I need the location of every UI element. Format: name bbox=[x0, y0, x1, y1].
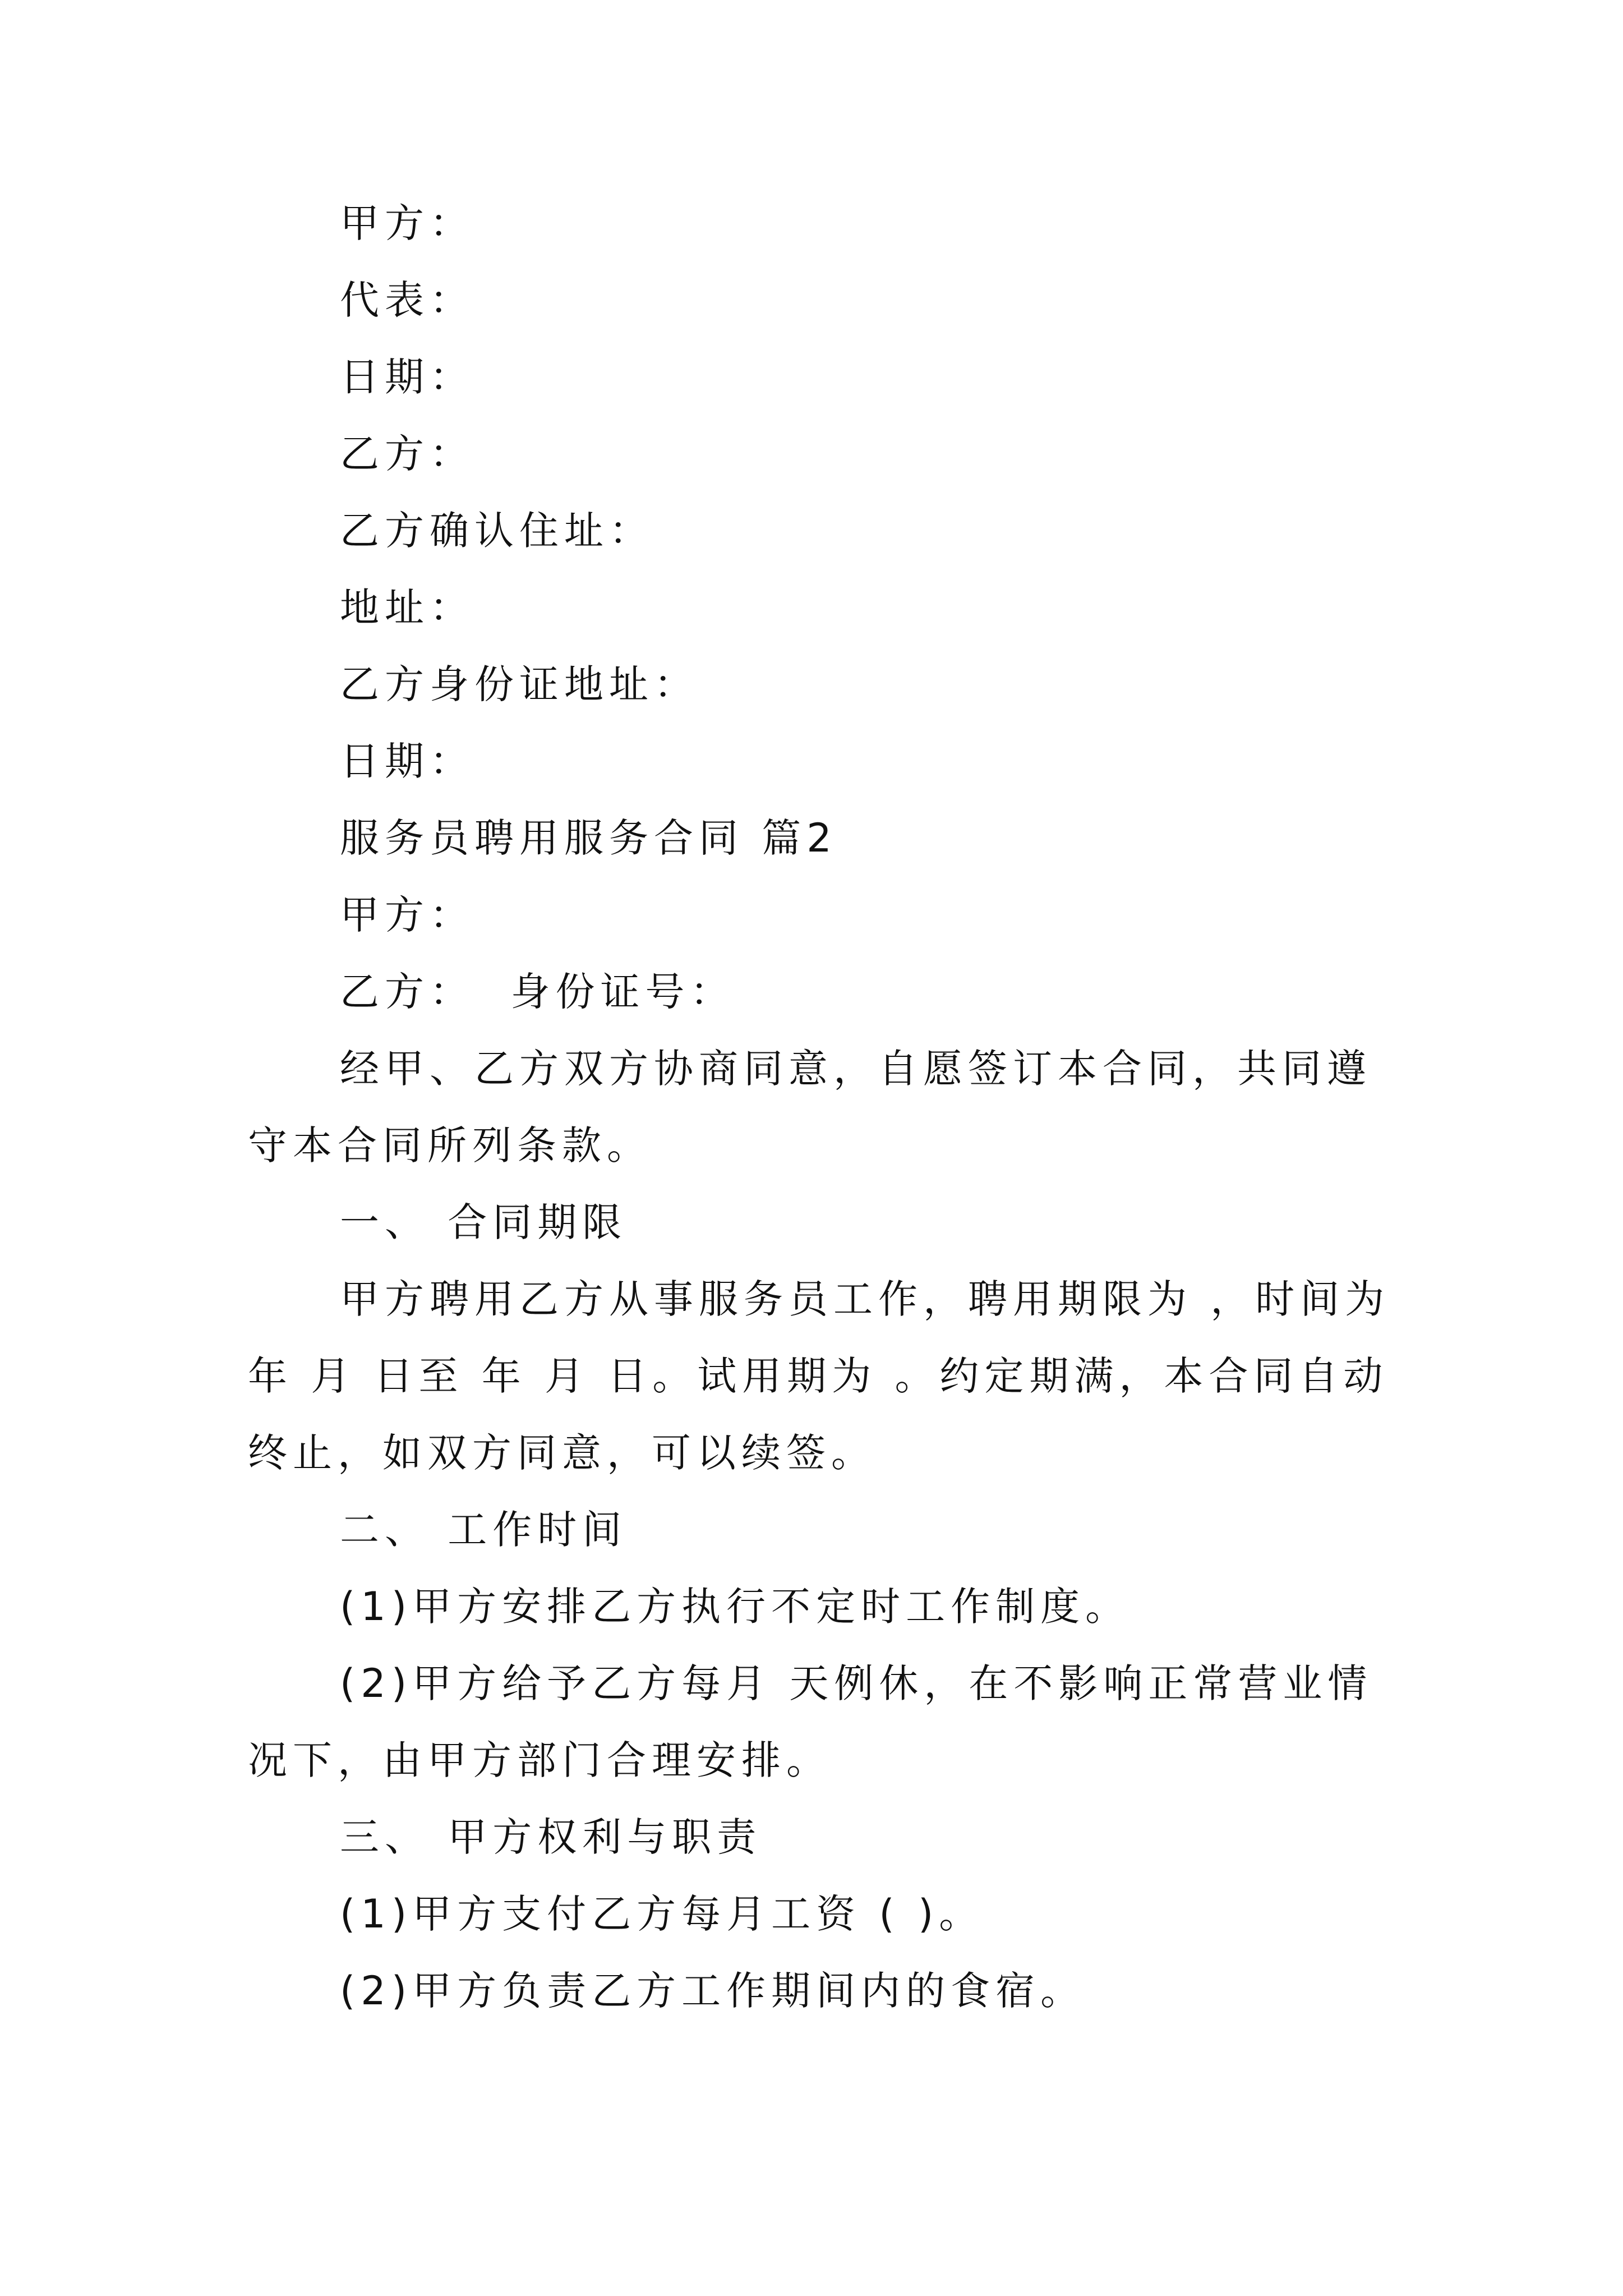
party-b-id-address-line: 乙方身份证地址： bbox=[340, 661, 699, 707]
date-line-2: 日期： bbox=[340, 738, 474, 784]
party-a-rights-item-1: (1)甲方支付乙方每月工资 ( )。 bbox=[340, 1891, 984, 1937]
party-a-line-2: 甲方： bbox=[340, 892, 474, 938]
address-line: 地址： bbox=[340, 585, 474, 631]
clause-heading-working-hours: 二、 工作时间 bbox=[340, 1507, 628, 1553]
working-hours-item-2: (2)甲方给予乙方每月 天例休，在不影响正常营业情况下，由甲方部门合理安排。 bbox=[248, 1660, 1373, 1783]
clause-heading-contract-term: 一、 合同期限 bbox=[340, 1199, 628, 1245]
section-title: 服务员聘用服务合同 篇2 bbox=[340, 815, 837, 861]
agreement-intro-paragraph: 经甲、乙方双方协商同意，自愿签订本合同，共同遵守本合同所列条款。 bbox=[248, 1046, 1372, 1168]
party-b-id-number-line: 乙方： 身份证号： bbox=[340, 969, 735, 1015]
party-b-line: 乙方： bbox=[340, 431, 474, 477]
date-line: 日期： bbox=[340, 354, 474, 400]
party-a-rights-item-2: (2)甲方负责乙方工作期间内的食宿。 bbox=[340, 1968, 1086, 2014]
document-body bbox=[248, 185, 1408, 2030]
contract-term-paragraph: 甲方聘用乙方从事服务员工作，聘用期限为 ，时间为 年 月 日至 年 月 日。试用期为 。约定期满，本合同自动终止，如双方同意，可以续签。 bbox=[248, 1276, 1408, 1476]
party-a-line: 甲方： bbox=[340, 200, 474, 246]
representative-line: 代表： bbox=[340, 277, 474, 323]
clause-heading-party-a-rights: 三、 甲方权利与职责 bbox=[340, 1814, 762, 1860]
party-b-confirmed-address-line: 乙方确认住址： bbox=[340, 508, 654, 554]
working-hours-item-1: (1)甲方安排乙方执行不定时工作制度。 bbox=[340, 1584, 1131, 1630]
